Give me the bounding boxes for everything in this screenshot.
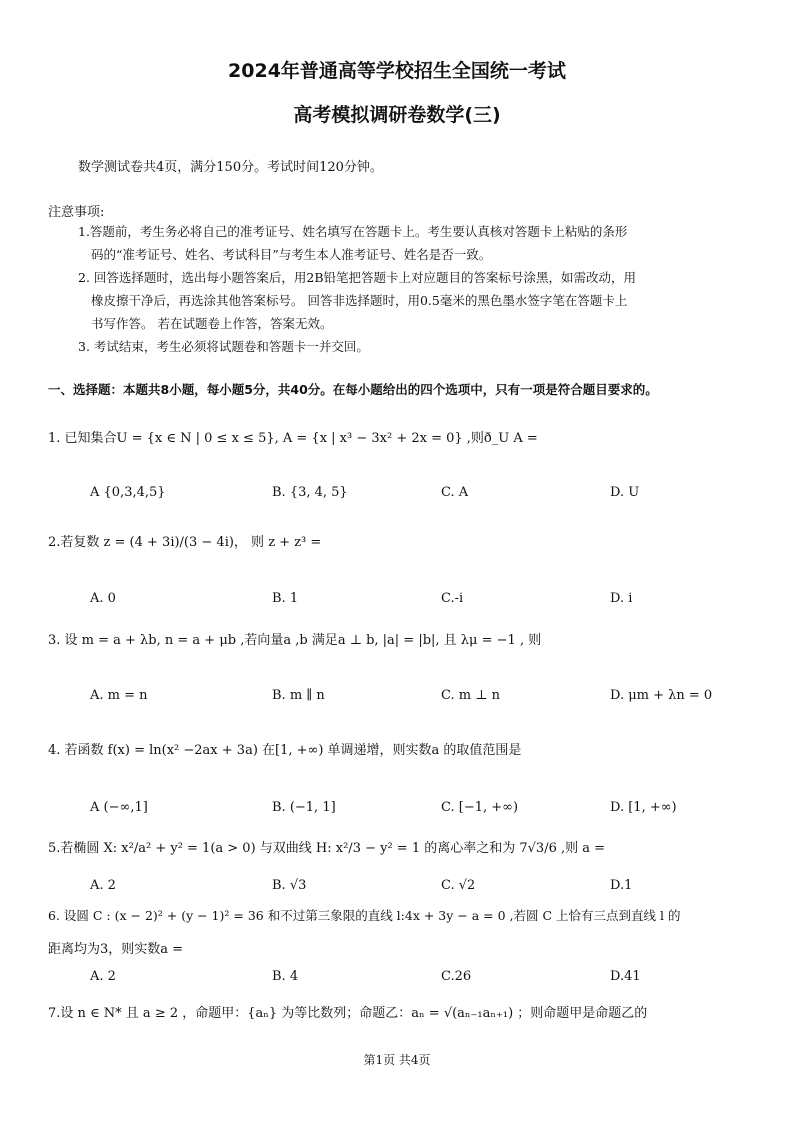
section-heading: 一、选择题：本题共8小题，每小题5分，共40分。在每小题给出的四个选项中，只有一项是符合题目要求的。 (48, 382, 658, 397)
question-6-option-b: B. 4 (272, 969, 299, 984)
question-4-option-c: C. [−1, +∞) (441, 800, 519, 815)
question-5-option-b: B. √3 (272, 878, 307, 893)
notice-line: 3. 考试结束，考生必须将试题卷和答题卡一并交回。 (78, 339, 369, 354)
question-1-option-b: B. {3, 4, 5} (272, 485, 348, 500)
question-2-option-d: D. i (610, 591, 633, 606)
notice-line: 1.答题前，考生务必将自己的准考证号、姓名填写在答题卡上。考生要认真核对答题卡上粘贴的条形 (78, 224, 628, 239)
question-3-option-b: B. m ∥ n (272, 688, 325, 703)
question-1-stem: 1. 已知集合U = {x ∈ N | 0 ≤ x ≤ 5}, A = {x | x³ − 3x² + 2x = 0} ,则ð_U A = (48, 431, 538, 446)
question-1-option-c: C. A (441, 485, 469, 500)
question-2-option-c: C.-i (441, 591, 464, 606)
question-4-stem: 4. 若函数 f(x) = ln(x² −2ax + 3a) 在[1, +∞) 单调递增，则实数a 的取值范围是 (48, 743, 522, 758)
exam-title: 2024年普通高等学校招生全国统一考试 (228, 60, 566, 82)
question-6-stem: 6. 设圆 C : (x − 2)² + (y − 1)² = 36 和不过第三象限的直线 l:4x + 3y − a = 0 ,若圆 C 上恰有三点到直线 l 的 (48, 908, 681, 923)
question-2-stem: 2.若复数 z = (4 + 3i)/(3 − 4i)， 则 z + z³ = (48, 535, 322, 550)
question-4-option-a: A (−∞,1] (90, 800, 148, 815)
notice-line: 码的“准考证号、姓名、考试科目”与考生本人准考证号、姓名是否一致。 (91, 247, 492, 262)
question-5-option-c: C. √2 (441, 878, 476, 893)
question-3-option-a: A. m = n (90, 688, 148, 703)
exam-intro: 数学测试卷共4页，满分150分。考试时间120分钟。 (78, 160, 383, 175)
question-6-option-c: C.26 (441, 969, 472, 984)
question-3-option-c: C. m ⊥ n (441, 688, 500, 703)
question-1-option-d: D. U (610, 485, 640, 500)
question-3-stem: 3. 设 m = a + λb, n = a + μb ,若向量a ,b 满足a ⊥ b, |a| = |b|, 且 λμ = −1 , 则 (48, 633, 542, 648)
notice-heading: 注意事项: (48, 205, 105, 220)
question-1-option-a: A {0,3,4,5} (90, 485, 166, 500)
question-6-option-a: A. 2 (90, 969, 116, 984)
question-2-option-a: A. 0 (90, 591, 116, 606)
page-footer: 第1页 共4页 (363, 1053, 431, 1067)
question-7-stem: 7.设 n ∈ N* 且 a ≥ 2 ，命题甲：{aₙ} 为等比数列；命题乙：aₙ = √(aₙ₋₁aₙ₊₁) ；则命题甲是命题乙的 (48, 1006, 648, 1021)
question-6-stem-continued: 距离均为3，则实数a = (48, 942, 184, 957)
question-5-stem: 5.若椭圆 X: x²/a² + y² = 1(a > 0) 与双曲线 H: x²/3 − y² = 1 的离心率之和为 7√3/6 ,则 a = (48, 841, 606, 856)
question-6-option-d: D.41 (610, 969, 641, 984)
question-2-option-b: B. 1 (272, 591, 299, 606)
notice-line: 2. 回答选择题时，选出每小题答案后，用2B铅笔把答题卡上对应题目的答案标号涂黑，如需改动，用 (78, 270, 637, 285)
question-4-option-d: D. [1, +∞) (610, 800, 677, 815)
question-3-option-d: D. μm + λn = 0 (610, 688, 713, 703)
question-4-option-b: B. (−1, 1] (272, 800, 336, 815)
exam-subtitle: 高考模拟调研卷数学(三) (293, 104, 501, 126)
question-5-option-d: D.1 (610, 878, 633, 893)
question-5-option-a: A. 2 (90, 878, 116, 893)
notice-line: 书写作答。 若在试题卷上作答，答案无效。 (91, 316, 333, 331)
notice-line: 橡皮擦干净后，再选涂其他答案标号。 回答非选择题时，用0.5毫米的黑色墨水签字笔在答题卡上 (91, 293, 628, 308)
